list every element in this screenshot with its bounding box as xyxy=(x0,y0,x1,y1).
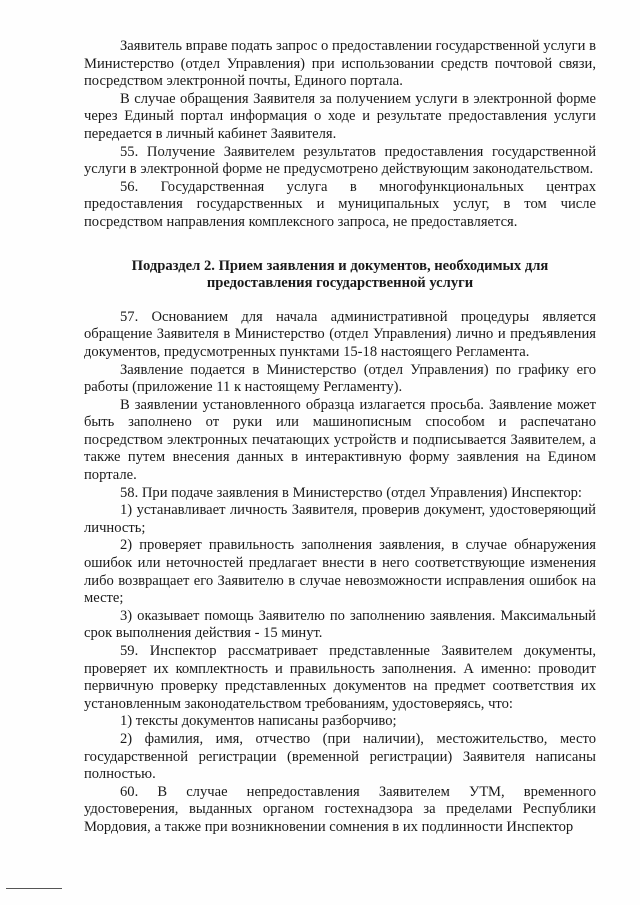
list-item: 1) тексты документов написаны разборчиво; xyxy=(120,713,397,730)
paragraph: Заявление подается в Министерство (отдел Управления) по графику его работы (приложение 11 к настоящему Регламенту). xyxy=(84,361,596,396)
paragraph: 60. В случае непредоставления Заявителем УТМ, временного удостоверения, выданных органом гостехнадзора за пределами Республики Мордовия, а также при возникновении сомнения в их подлинности Инспектор xyxy=(84,783,596,835)
paragraph: 58. При подаче заявления в Министерство (отдел Управления) Инспектор: xyxy=(120,484,582,501)
list-item: 3) оказывает помощь Заявителю по заполнению заявления. Максимальный срок выполнения действия - 15 минут. xyxy=(84,607,596,642)
list-item: 2) проверяет правильность заполнения заявления, в случае обнаружения ошибок или неточностей предлагает внести в него соответствующие изменения либо возвращает его Заявителю в случае невозможности исправления ошибок на месте; xyxy=(84,537,596,607)
paragraph: 56. Государственная услуга в многофункциональных центрах предоставления государственных и муниципальных услуг, в том числе посредством направления комплексного запроса, не предоставляется. xyxy=(84,178,596,230)
section-heading-line: Подраздел 2. Прием заявления и документов, необходимых для xyxy=(131,257,549,274)
paragraph: В заявлении установленного образца излагается просьба. Заявление может быть заполнено от руки или машинописным способом и распечатано посредством электронных печатающих устройств и подписывается Заявителем, а также путем внесения данных в интерактивную форму заявления на Едином портале. xyxy=(84,396,596,484)
paragraph: 57. Основанием для начала административной процедуры является обращение Заявителя в Министерство (отдел Управления) лично и предъявления документов, предусмотренных пунктами 15-18 настоящего Регламента. xyxy=(84,308,596,360)
paragraph: В случае обращения Заявителя за получением услуги в электронной форме через Единый портал информация о ходе и результате предоставления услуги передается в личный кабинет Заявителя. xyxy=(84,90,596,142)
paragraph: Заявитель вправе подать запрос о предоставлении государственной услуги в Министерство (отдел Управления) при использовании средств почтовой связи, посредством электронной почты, Единого портала. xyxy=(84,38,596,90)
document-body xyxy=(84,38,596,837)
paragraph: 55. Получение Заявителем результатов предоставления государственной услуги в электронной форме не предусмотрено действующим законодательством. xyxy=(84,143,596,178)
list-item: 1) устанавливает личность Заявителя, проверив документ, удостоверяющий личность; xyxy=(84,502,596,536)
section-heading xyxy=(84,258,596,293)
section-heading-line: предоставления государственной услуги xyxy=(206,275,474,292)
list-item: 2) фамилия, имя, отчество (при наличии), местожительство, место государственной регистрации (временной регистрации) Заявителя написаны полностью. xyxy=(84,730,596,783)
footnote-divider xyxy=(6,888,62,889)
paragraph: 59. Инспектор рассматривает представленные Заявителем документы, проверяет их комплектность и правильность заполнения. А именно: проводит первичную проверку представленных документов на предмет соответствия их установленным законодательством требованиям, удостоверяясь, что: xyxy=(84,643,596,712)
